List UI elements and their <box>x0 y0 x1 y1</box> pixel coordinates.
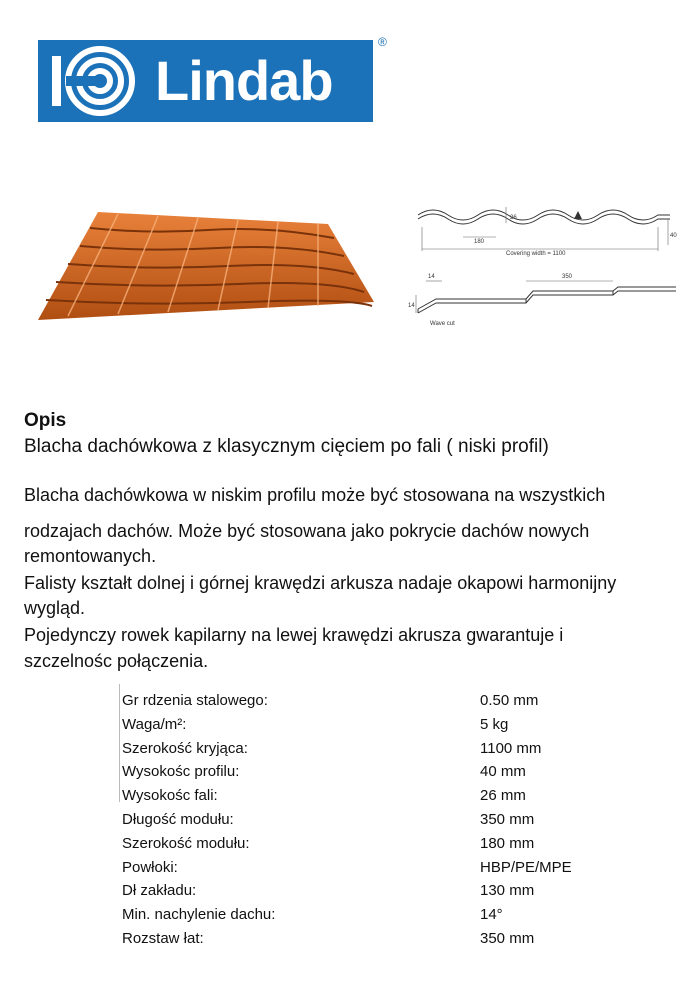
spec-value: 350 mm <box>480 810 535 828</box>
spec-value: 0.50 mm <box>480 692 539 709</box>
module-width-label: 180 <box>474 239 485 245</box>
description-line: rodzajach dachów. Może być stosowana jako pokrycie dachów nowych <box>24 521 590 541</box>
lindab-logo <box>38 40 373 122</box>
section-title: Opis <box>24 410 67 431</box>
spec-label: Wysokośc profilu: <box>122 763 240 781</box>
description-line: Pojedynczy rowek kapilarny na lewej krawędzi akrusza gwarantuje i <box>24 625 564 645</box>
spec-value: 26 mm <box>480 787 526 805</box>
wave-cut-drawing <box>408 274 676 327</box>
spec-value: 1100 mm <box>480 739 542 757</box>
spec-value: HBP/PE/MPE <box>480 858 572 876</box>
profile-height-label: 40 <box>670 233 677 239</box>
wave-cut-label: Wave cut <box>430 321 455 327</box>
spec-label: Gr rdzenia stalowego: <box>122 692 268 709</box>
side-length-label: 14 <box>408 303 415 309</box>
technical-drawings <box>408 205 683 335</box>
logo-wordmark: Lindab <box>155 49 333 112</box>
lindab-circles-icon <box>38 40 148 122</box>
covering-width-label: Covering width = 1100 <box>506 251 566 257</box>
spec-value: 14° <box>480 906 503 924</box>
table-divider <box>119 684 120 802</box>
spec-value: 130 mm <box>480 882 535 900</box>
spec-label: Rozstaw łat: <box>122 929 204 947</box>
description-line: Blacha dachówkowa w niskim profilu może być stosowana na wszystkich <box>24 485 606 505</box>
description-line: wygląd. <box>24 598 86 618</box>
spec-label: Powłoki: <box>122 858 178 876</box>
spec-value: 180 mm <box>480 834 535 852</box>
spec-label: Min. nachylenie dachu: <box>122 906 276 924</box>
spec-value: 40 mm <box>480 763 526 781</box>
spec-label: Szerokość modułu: <box>122 834 250 852</box>
wave-height-label: 26 <box>510 215 517 221</box>
section-subtitle: Blacha dachówkowa z klasycznym cięciem po fali ( niski profil) <box>24 436 549 457</box>
profile-cross-section-drawing <box>418 207 677 257</box>
spec-label: Waga/m²: <box>122 715 187 733</box>
registered-mark: ® <box>378 35 387 49</box>
spec-value: 350 mm <box>480 929 535 947</box>
overlap-label: 14 <box>428 274 435 280</box>
spec-label: Długość modułu: <box>122 810 234 828</box>
spec-label: Dł zakładu: <box>122 882 197 900</box>
spec-label: Szerokość kryjąca: <box>122 739 248 757</box>
spec-value: 5 kg <box>480 715 509 733</box>
metal-roof-tile-sheet-image <box>28 210 378 328</box>
description-line: szczelnośc połączenia. <box>24 651 209 671</box>
description-line: remontowanych. <box>24 546 157 566</box>
module-length-label: 350 <box>562 274 573 280</box>
description-line: Falisty kształt dolnej i górnej krawędzi arkusza nadaje okapowi harmonijny <box>24 573 617 593</box>
spec-label: Wysokośc fali: <box>122 787 218 805</box>
